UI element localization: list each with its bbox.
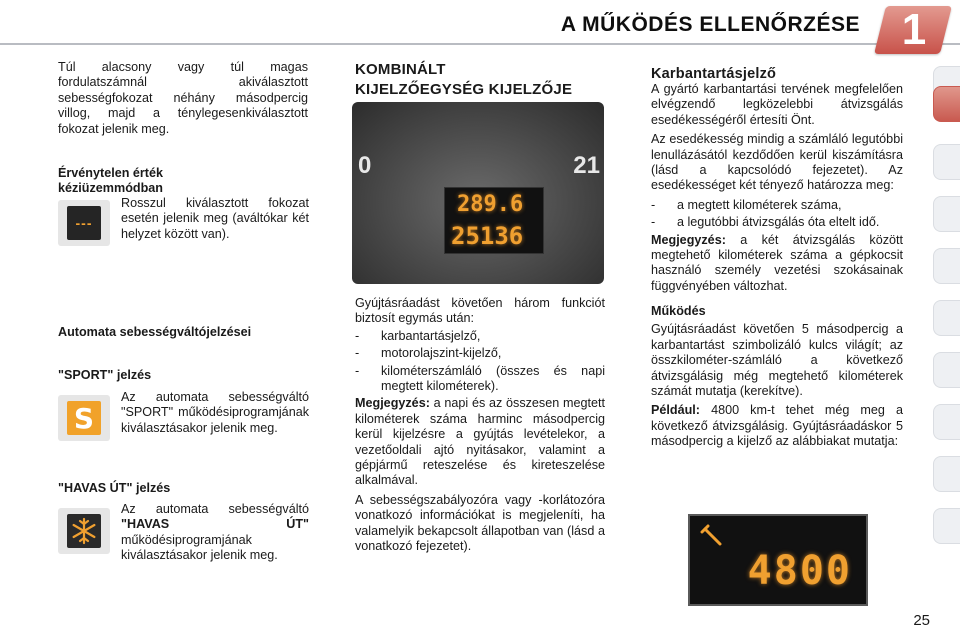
invalid-value-text: Rosszul kiválasztott fokozat esetén jelenik meg (aváltókar két helyzet között van). (121, 196, 309, 241)
chapter-tab[interactable] (933, 456, 960, 492)
invalid-heading-line1: Érvénytelen érték (58, 166, 164, 180)
list-item: - a megtett kilométerek száma, (651, 197, 842, 212)
snowflake-glyph (70, 517, 98, 545)
column2-para2: A sebességszabályozóra vagy -korlátozóra vonatkozó információkat is megjeleníti, ha valamelyik bekapcsolt állapotban van (lásd a vonatkozó fejezetet). (355, 492, 605, 554)
heading-line2: KIJELZŐEGYSÉG KIJELZŐJE (355, 81, 573, 98)
chapter-tab[interactable] (933, 352, 960, 388)
maintenance-p2: Az esedékesség mindig a számláló legutóbbi lenullázásától kezdődően kerül kiszámításra (lásd a kapcsolódó fejezetet). Az esedékességet két tényező határozza meg: (651, 132, 903, 193)
invalid-gear-icon (58, 200, 110, 246)
list-item: - a legutóbbi átvizsgálás óta eltelt idő. (651, 215, 880, 230)
page-number: 25 (913, 612, 930, 629)
column2-intro: Gyújtásráadást követően három funkciót biztosít egymás után: (355, 296, 605, 326)
sport-letter: S (73, 401, 95, 435)
total-reading: 25136 (451, 222, 524, 250)
invalid-gear-symbol: --- (75, 215, 93, 231)
combined-display-heading (355, 60, 615, 100)
invalid-value-heading (58, 166, 308, 196)
chapter-tab[interactable] (933, 404, 960, 440)
snow-heading: "HAVAS ÚT" jelzés (58, 481, 171, 495)
odometer-display (444, 187, 544, 254)
column2-body (355, 296, 605, 555)
heading-line1: KOMBINÁLT (355, 61, 446, 78)
maintenance-display (688, 514, 868, 606)
list-item: - karbantartásjelző, (355, 328, 481, 343)
page-header (0, 0, 960, 58)
chapter-tab[interactable] (933, 508, 960, 544)
dial-right-number: 21 (573, 152, 600, 179)
invalid-heading-line2: kéziüzemmódban (58, 181, 163, 195)
automatic-gearbox-heading: Automata sebességváltójelzései (58, 325, 252, 339)
maintenance-p1: A gyártó karbantartási tervének megfelelően elvégzendő legközelebbi átvizsgálás esedékességéről értesíti Önt. (651, 82, 903, 127)
list-item: - kilométerszámláló (összes és napi megtett kilométerek). (355, 363, 605, 394)
snowflake-icon (58, 508, 110, 554)
operation-text: Gyújtásráadást követően 5 másodpercig a karbantartást szimbolizáló kulcs világít; az összkilométer-számláló a következő átvizsgálásig még megtehető kilométerek számát mutatja (kerekítve). (651, 322, 903, 398)
maintenance-note: Megjegyzés: a két átvizsgálás között megtehető kilométerek száma a gépkocsit használó személy vezetési szokásainak függvényében változhat. (651, 232, 903, 293)
chapter-tab[interactable] (933, 196, 960, 232)
operation-heading: Működés (651, 304, 706, 319)
chapter-tab[interactable] (933, 300, 960, 336)
function-list (355, 329, 605, 395)
header-rule (0, 43, 960, 45)
chapter-tab[interactable] (933, 248, 960, 284)
column2-note: Megjegyzés: a napi és az összesen megtett kilométerek száma harminc másodpercig kerül kijelzésre a gyújtás levételekor, a vezetőoldali ajtó nyitásakor, valamint a gépjármű reteszelése és kireteszelése alkalmával. (355, 396, 605, 488)
sport-text: Az automata sebességváltó "SPORT" működésiprogramjának kiválasztásakor jelenik meg. (121, 390, 309, 435)
dial-left-number: 0 (358, 152, 372, 179)
remaining-km-reading: 4800 (747, 548, 852, 594)
wrench-icon (700, 524, 726, 550)
column3-body (651, 82, 903, 450)
chapter-tabs (930, 66, 960, 566)
chapter-tab[interactable] (933, 144, 960, 180)
sport-mode-icon (58, 395, 110, 441)
due-factor-list (651, 198, 903, 231)
list-item: - motorolajszint-kijelző, (355, 346, 502, 361)
intro-paragraph: Túl alacsony vagy túl magas fordulatszámnál akiválasztott sebességfokozat néhány másodpercig villog, majd a ténylegesenkiválasztott fokozat jelenik meg. (58, 60, 308, 136)
chapter-number: 1 (901, 5, 927, 54)
trip-reading: 289.6 (457, 192, 524, 217)
example-text: Például: 4800 km-t tehet még meg a következő átvizsgálásig. Gyújtásráadáskor 5 másodpercig a kijelző az alábbiakat mutatja: (651, 403, 903, 449)
page-title: A MŰKÖDÉS ELLENŐRZÉSE (560, 13, 860, 36)
maintenance-heading: Karbantartásjelző (651, 66, 777, 82)
snow-text: Az automata sebességváltó "HAVAS ÚT" működésiprogramjának kiválasztásakor jelenik meg. (121, 502, 309, 563)
chapter-tab-active[interactable] (933, 86, 960, 122)
sport-heading: "SPORT" jelzés (58, 368, 152, 382)
instrument-cluster-photo (352, 102, 604, 284)
